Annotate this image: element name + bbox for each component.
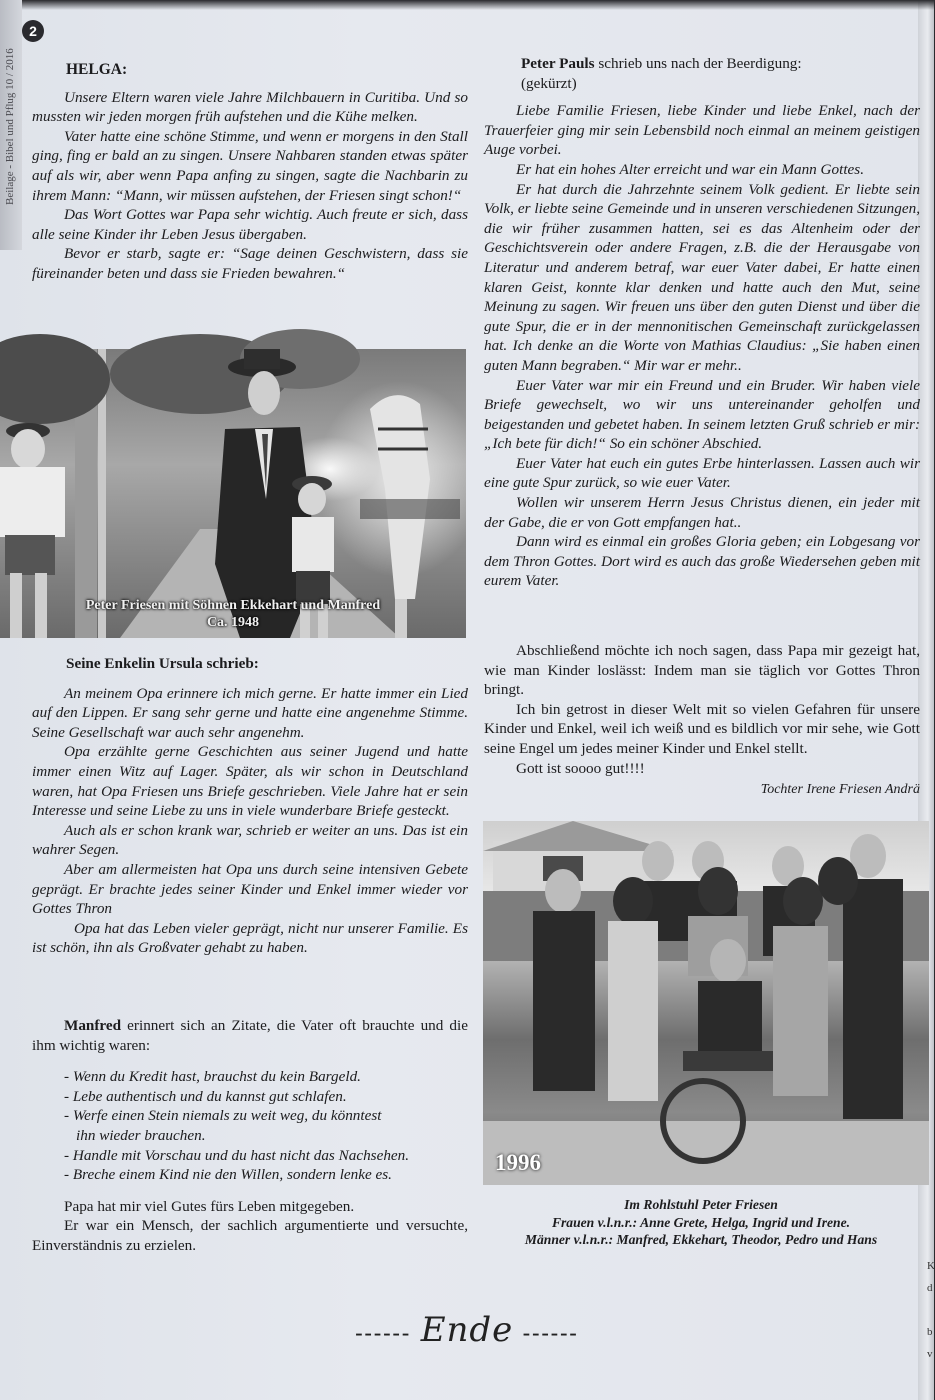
manfred-section [32, 1016, 468, 1256]
ursula-paragraph: Opa erzählte gerne Geschichten aus seiner Jugend und hatte immer einen Witz auf Lager. Später, als wir schon in Deutschland waren, hat Opa Friesen uns Briefe geschrieben. Viele Jahre hat er sein Interesse und seine Liebe zu uns in viele wunderbare Briefe gesteckt. [32, 743, 468, 820]
ursula-paragraph: Auch als er schon krank war, schrieb er weiter an uns. Das ist ein wahrer Segen. [32, 821, 468, 859]
peter-note: (gekürzt) [521, 74, 577, 92]
photo2-year: 1996 [495, 1150, 541, 1175]
peter-intro-text: schrieb uns nach der Beerdigung: [594, 55, 802, 72]
peter-paragraph: Er hat ein hohes Alter erreicht und war ein Mann Gottes. [516, 160, 865, 178]
peter-name: Peter Pauls [521, 55, 595, 72]
page-number: 2 [22, 20, 44, 42]
ursula-paragraph: Opa hat das Leben vieler geprägt, nicht nur unserer Familie. Es ist schön, ihn als Großvater gehabt zu haben. [32, 919, 468, 957]
ursula-section [32, 654, 468, 958]
peter-paragraph: Euer Vater hat euch ein gutes Erbe hinterlassen. Lassen auch wir eine gute Spur zurück, so wie euer Vater. [484, 454, 920, 492]
signature: Tochter Irene Friesen Andrä [760, 782, 920, 798]
helga-section [32, 60, 468, 284]
saying-item: - Handle mit Vorschau und du hast nicht das Nachsehen. [64, 1146, 410, 1164]
peter-paragraph: Er hat durch die Jahrzehnte seinem Volk gedient. Er liebte sein Volk, er liebte seine Gemeinde und in unseren verschiedenen Sitzungen, die wir früher zusammen hatten, sei es das Altenheim oder der Geschichtsverein oder andere Fragen, z.B. die der Herausgabe von Literatur und anderem betraf, war euer Vater dabei, Er hatte einen klaren Geist, konnte klar denken und hatte auch den Mut, seine Meinung zu sagen. Wir freuen uns über den guten Dienst und über die gute Spur, die er in der mennonitischen Gemeinschaft zurückgelassen hat. Ich denke an die Worte von Mathias Claudius: „Sie haben einen guten Mann begraben.“ Mir war er mehr.. [484, 180, 920, 374]
manfred-intro [32, 1016, 468, 1055]
helga-paragraph: Bevor er starb, sagte er: “Sage deinen Geschwistern, dass sie füreinander beten und dass sie Frieden bewahren.“ [32, 245, 468, 282]
manfred-name: Manfred [64, 1017, 122, 1034]
photo1-caption-year: Ca. 1948 [206, 615, 260, 630]
fragment-letter: b [927, 1326, 933, 1338]
closing-paragraph: Er war ein Mensch, der sachlich argumentierte und versuchte, Einverständnis zu erzielen. [32, 1217, 468, 1254]
peter-paragraph: Euer Vater war mir ein Freund und ein Bruder. Wir haben viele Briefe gewechselt, wo wir uns untereinander geholfen und beigestanden und gebetet haben. In seinem letzten Gruß schrieb er mir: „Ich bete für dich!“ So ein schöner Abschied. [484, 376, 920, 453]
photo-peter-with-sons [0, 349, 466, 638]
sayings-list [64, 1067, 468, 1185]
caption-line: Frauen v.l.n.r.: Anne Grete, Helga, Ingrid und Irene. [551, 1214, 851, 1230]
peter-pauls-section [484, 54, 920, 591]
saying-item: ihn wieder brauchen. [76, 1126, 206, 1144]
helga-paragraph: Vater hatte eine schöne Stimme, und wenn er morgens in den Stall ging, fing er bald an zu singen. Unsere Nahbaren standen etwas später auf als wir, aber wenn Papa anfing zu singen, sagte die Nachbarin zu ihrem Mann: “Mann, wir müssen aufstehen, der Friesen singt schon!“ [32, 127, 468, 204]
irene-paragraph: Ich bin getrost in dieser Welt mit so vielen Gefahren für unsere Kinder und Enkel, weil ich weiß und es bildlich vor mir sehe, wie Gott seine Engel um jedes meiner Kinder und Enkel stellt. [484, 700, 920, 757]
fragment-letter: d [927, 1282, 933, 1294]
helga-paragraph: Unsere Eltern waren viele Jahre Milchbauern in Curitiba. Und so mussten wir jeden morgen früh aufstehen und die Kühe melken. [32, 88, 468, 126]
ursula-paragraph: Aber am allermeisten hat Opa uns durch seine intensiven Gebete geprägt. Er brachte jedes seiner Kinder und Enkel immer wieder vor Gottes Thron [32, 860, 468, 918]
caption-line: Im Rohlstuhl Peter Friesen [624, 1197, 778, 1212]
ursula-paragraph: An meinem Opa erinnere ich mich gerne. Er hatte immer ein Lied auf den Lippen. Er sang sehr gerne und hatte eine angenehme Stimme. Seine Gesellschaft war auch sehr angenehm. [32, 684, 468, 741]
irene-paragraph: Abschließend möchte ich noch sagen, dass Papa mir gezeigt hat, wie man Kinder loslässt: Indem man sie täglich vor Gottes Thron bringt. [484, 642, 920, 699]
closing-paragraph: Papa hat mir viel Gutes fürs Leben mitgegeben. [64, 1197, 355, 1215]
fragment-letter: K [927, 1260, 935, 1272]
manfred-intro-text: erinnert sich an Zitate, die Vater oft brauchte und die ihm wichtig waren: [32, 1017, 468, 1054]
photo1-caption-names: Peter Friesen mit Söhnen Ekkehart und Manfred [85, 598, 381, 613]
spine-text: Beilage - Bibel und Pflug 10 / 2016 [4, 48, 16, 205]
irene-paragraph: Gott ist soooo gut!!!! [516, 759, 645, 777]
ende-footer [0, 1310, 934, 1350]
helga-heading: HELGA: [66, 61, 128, 78]
saying-item: - Werfe einen Stein niemals zu weit weg, du könntest [64, 1107, 382, 1125]
caption-line: Männer v.l.n.r.: Manfred, Ekkehart, Theodor, Pedro und Hans [524, 1232, 878, 1247]
helga-paragraph: Das Wort Gottes war Papa sehr wichtig. Auch freute er sich, dass alle seine Kinder ihr Leben Jesus übergaben. [32, 206, 468, 243]
photo-illustration [483, 821, 929, 1185]
saying-item: - Lebe authentisch und du kannst gut schlafen. [64, 1087, 347, 1105]
photo-family-1996 [483, 821, 929, 1185]
ende-dashes-left: ------ [355, 1320, 412, 1346]
peter-paragraph: Liebe Familie Friesen, liebe Kinder und liebe Enkel, nach der Trauerfeier ging mir sein Lebensbild noch einmal an meinem geistigen Auge vorbei. [484, 102, 920, 159]
fragment-letter: v [927, 1348, 933, 1360]
saying-item: - Breche einem Kind nie den Willen, sondern lenke es. [64, 1166, 392, 1184]
irene-section [484, 641, 920, 800]
ende-word: Ende [420, 1310, 514, 1350]
saying-item: - Wenn du Kredit hast, brauchst du kein Bargeld. [64, 1068, 361, 1086]
peter-paragraph: Wollen wir unserem Herrn Jesus Christus dienen, ein jeder mit der Gabe, die er von Gott empfangen hat.. [484, 494, 920, 531]
peter-intro [521, 54, 920, 74]
next-page-edge [918, 0, 934, 1400]
peter-paragraph: Dann wird es einmal ein großes Gloria geben; ein Lobgesang vor dem Thron Gottes. Dort wird es auch das große Wiedersehen geben mit eurem Vater. [484, 533, 920, 590]
top-shadow [0, 0, 934, 10]
ende-dashes-right: ------ [522, 1320, 579, 1346]
photo-illustration [0, 349, 466, 638]
photo2-caption [486, 1196, 916, 1249]
ursula-heading: Seine Enkelin Ursula schrieb: [66, 655, 259, 672]
